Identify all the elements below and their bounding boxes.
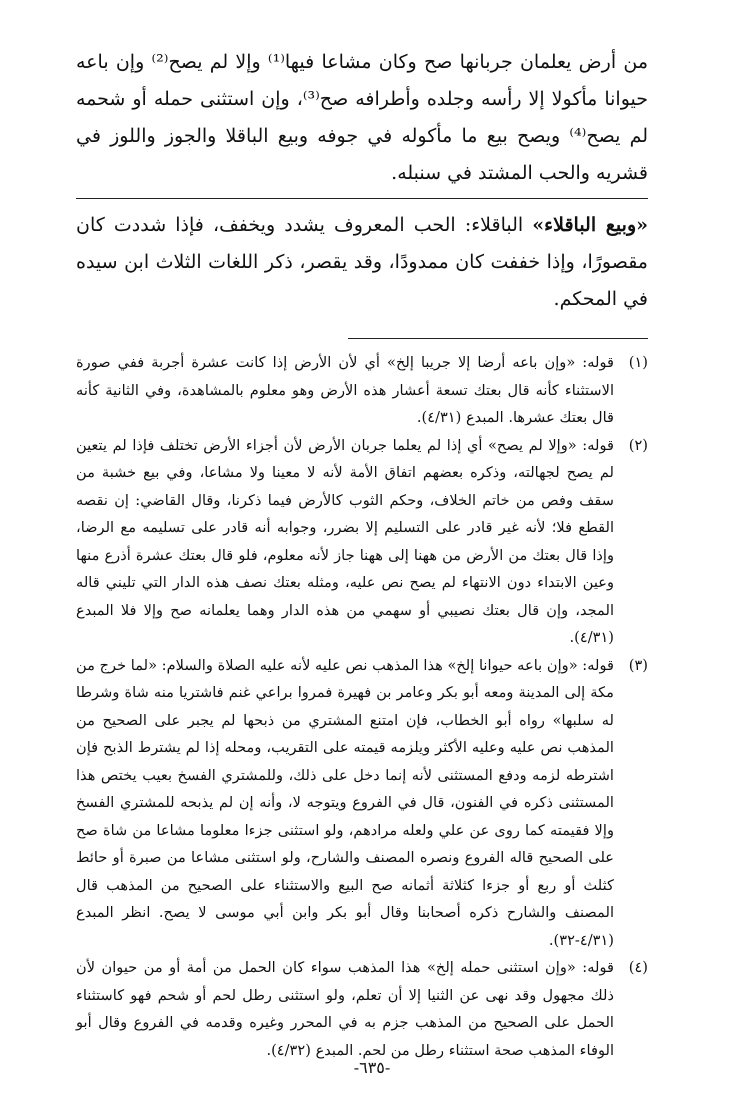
footnote-1 bbox=[76, 349, 648, 432]
footnote-4 bbox=[76, 954, 648, 1064]
footnote-number: (٣) bbox=[628, 656, 648, 674]
footnote-number: (٤) bbox=[628, 959, 648, 976]
main-paragraph-2 bbox=[76, 207, 648, 318]
footnote-text: قوله: «وإلا لم يصح» أي إذا لم يعلما جربان الأرض لأن أجزاء الأرض تختلف فإذا لم يتعين لم يصح لجهالته، وذكره بعضهم اتفاق الأمة لأنه لا معينا ولا مشاعا، وفي بيع خشبة من سقف وفص من خاتم الخلاف، وحكم الثوب كالأرض فيما ذكرنا، وقال القاضي: إن نقصه القطع فلا؛ لأنه غير قادر على التسليم إلا بضرر، وجوابه أنه قادر على تسليمه مع الرضا، وإذا قال بعتك من الأرض من ههنا إلى ههنا جاز لأنه معلوم، فلو قال بعتك عشرة أذرع منها وعين الابتداء دون الانتهاء لم يصح نص عليه، ومثله بعتك نصف هذه الدار التي تليني قاله المجد، وإن قال بعتك نصيبي أو سهمي من هذه الدار وهما يعلمانه صح وإلا فلا المبدع (٤/٣١). bbox=[76, 436, 614, 646]
main-paragraph-1: من أرض يعلمان جربانها صح وكان مشاعا فيها⁽¹⁾ وإلا لم يصح⁽²⁾ وإن باعه حيوانا مأكولا إلا رأسه وجلده وأطرافه صح⁽³⁾، وإن استثنى حمله أو شحمه لم يصح⁽⁴⁾ ويصح بيع ما مأكوله في جوفه وبيع الباقلا والجوز واللوز في قشريه والحب المشتد في سنبله. bbox=[76, 51, 649, 184]
footnote-text: قوله: «وإن باعه حيوانا إلخ» هذا المذهب نص عليه لأنه عليه الصلاة والسلام: «لما خرج من مكة إلى المدينة ومعه أبو بكر وعامر بن فهيرة فمروا براعي غنم فاشتريا منه شاة وشرطا له سلبها» رواه أبو الخطاب، فإن امتنع المشتري من ذبحها لم يجبر على الصحيح من المذهب نص عليه وعليه الأكثر ويلزمه قيمته على التقريب، ومحله إذا لم يشترط الذبح فإن اشترطه لزمه ودفع المستثنى لأنه إنما دخل على ذلك، وللمشتري الفسخ بعيب يختص هذا المستثنى ذكره في الفنون، قال في الفروع ويتوجه لا، وأنه إن لم يذبحه للمشتري الفسخ وإلا فقيمته كما روى عن علي ولعله مرادهم، ولو استثنى جزءا معلوما مشاعا من شاة صح على الصحيح قاله الفروع ونصره المصنف والشارح، ولو استثنى مشاعا من صبرة أو حائط كثلث أو ربع أو جزءا كثلاثة أثمانه صح البيع والاستثناء على الصحيح من المذهب قال المصنف والشارح ذكره أصحابنا وقال أبو بكر وابن أبي موسى لا يصح. انظر المبدع (٤/٣١-٣٢). bbox=[76, 656, 614, 949]
term-definition: الباقلاء: الحب المعروف يشدد ويخفف، فإذا شددت كان مقصورًا، وإذا خففت كان ممدودًا، وقد يقصر، ذكر اللغات الثلاث ابن سيده في المحكم. bbox=[76, 214, 648, 310]
section-divider bbox=[76, 198, 648, 199]
footnotes bbox=[76, 349, 648, 1064]
footnote-number: (٢) bbox=[628, 436, 648, 454]
term-heading: «وبيع الباقلاء» bbox=[532, 214, 648, 236]
footnote-3 bbox=[76, 652, 648, 955]
footnote-number: (١) bbox=[628, 354, 648, 371]
footnote-text: قوله: «وإن استثنى حمله إلخ» هذا المذهب سواء كان الحمل من أمة أو من حيوان لأن ذلك مجهول وقد نهى عن الثنيا إلا أن تعلم، ولو استثنى رطل لحم أو شحم فهو كاستثناء الحمل على الصحيح من المذهب جزم به في المحرر وغيره وقدمه في الفروع وقال أبو الوفاء المذهب صحة استثناء رطل من لحم. المبدع (٤/٣٢). bbox=[76, 959, 614, 1059]
footnote-text: قوله: «وإن باعه أرضا إلا جريبا إلخ» أي لأن الأرض إذا كانت عشرة أجربة ففي صورة الاستثناء كأنه قال بعتك تسعة أعشار هذه الأرض وهو معلوم بالمشاهدة، وفي الثانية كأنه قال بعتك عشرها. المبدع (٤/٣١). bbox=[76, 354, 614, 426]
footnote-divider bbox=[348, 338, 648, 339]
footnote-2 bbox=[76, 432, 648, 652]
page-number: -٦٣٥- bbox=[353, 1058, 391, 1077]
main-text bbox=[76, 44, 648, 318]
